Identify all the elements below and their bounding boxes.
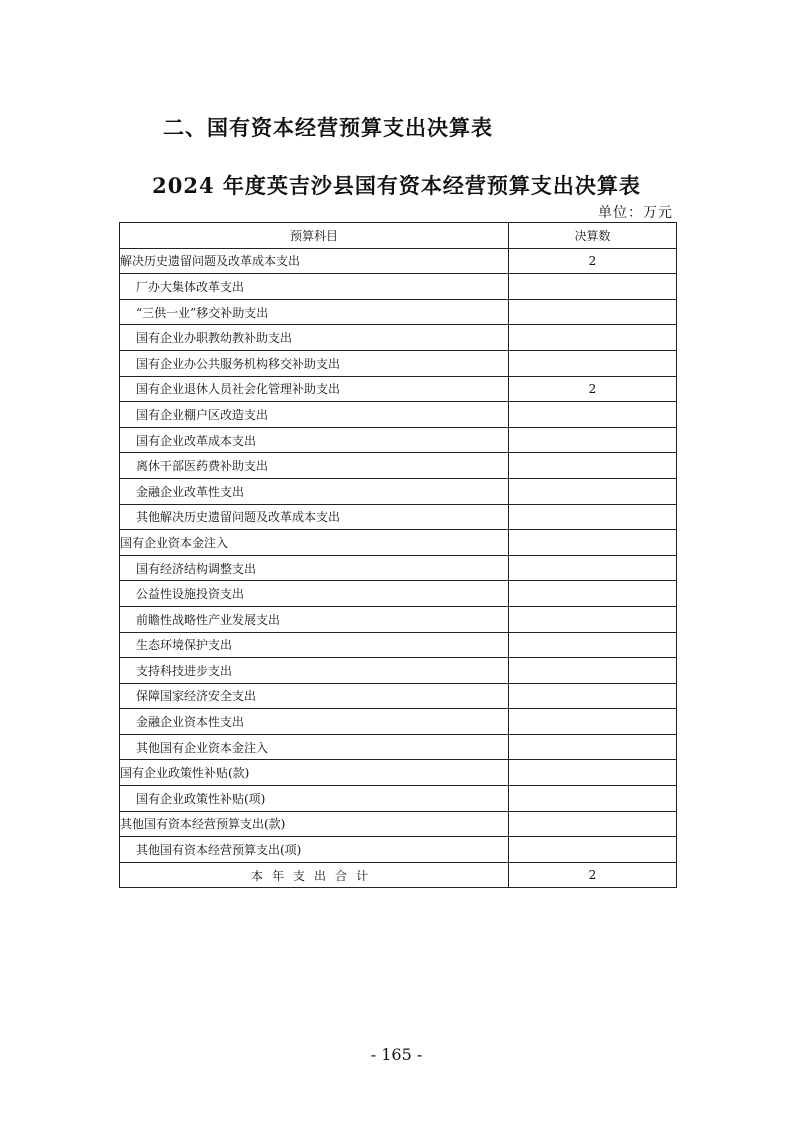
budget-item-label: 厂办大集体改革支出 xyxy=(120,274,509,300)
budget-item-label: 生态环境保护支出 xyxy=(120,632,509,658)
budget-item-value xyxy=(509,299,677,325)
budget-item-value xyxy=(509,427,677,453)
table-row xyxy=(120,274,677,300)
header-final-amount: 决算数 xyxy=(509,223,677,249)
budget-item-value xyxy=(509,734,677,760)
budget-item-value xyxy=(509,606,677,632)
total-value: 2 xyxy=(509,862,677,888)
budget-item-label: 金融企业改革性支出 xyxy=(120,478,509,504)
budget-item-label: “三供一业”移交补助支出 xyxy=(120,299,509,325)
table-row xyxy=(120,530,677,556)
budget-item-value xyxy=(509,274,677,300)
table-row xyxy=(120,248,677,274)
budget-item-label: 其他解决历史遗留问题及改革成本支出 xyxy=(120,504,509,530)
budget-item-label: 其他国有资本经营预算支出(项) xyxy=(120,837,509,863)
budget-item-value xyxy=(509,555,677,581)
table-row xyxy=(120,478,677,504)
table-row xyxy=(120,581,677,607)
table-row xyxy=(120,632,677,658)
budget-item-label: 公益性设施投资支出 xyxy=(120,581,509,607)
table-row xyxy=(120,504,677,530)
table-row xyxy=(120,427,677,453)
budget-item-label: 国有企业政策性补贴(项) xyxy=(120,786,509,812)
budget-item-value xyxy=(509,709,677,735)
budget-item-label: 国有企业办职教幼教补助支出 xyxy=(120,325,509,351)
budget-item-value xyxy=(509,811,677,837)
table-row xyxy=(120,837,677,863)
page-number: - 165 - xyxy=(370,1045,423,1064)
table-body xyxy=(120,248,677,862)
budget-item-label: 国有企业资本金注入 xyxy=(120,530,509,556)
table-row xyxy=(120,760,677,786)
budget-item-value xyxy=(509,632,677,658)
budget-item-label: 前瞻性战略性产业发展支出 xyxy=(120,606,509,632)
budget-item-label: 国有企业退休人员社会化管理补助支出 xyxy=(120,376,509,402)
table-row xyxy=(120,709,677,735)
table-row xyxy=(120,453,677,479)
budget-item-value xyxy=(509,453,677,479)
table-row xyxy=(120,811,677,837)
budget-item-value xyxy=(509,760,677,786)
budget-item-value xyxy=(509,325,677,351)
table-row xyxy=(120,606,677,632)
budget-item-value xyxy=(509,530,677,556)
table-row xyxy=(120,376,677,402)
budget-item-value xyxy=(509,350,677,376)
budget-item-value xyxy=(509,658,677,684)
table-row xyxy=(120,350,677,376)
budget-item-value xyxy=(509,837,677,863)
budget-item-label: 国有经济结构调整支出 xyxy=(120,555,509,581)
table-row xyxy=(120,325,677,351)
budget-item-label: 其他国有企业资本金注入 xyxy=(120,734,509,760)
header-budget-item: 预算科目 xyxy=(120,223,509,249)
table-row xyxy=(120,555,677,581)
budget-item-value: 2 xyxy=(509,376,677,402)
budget-item-label: 其他国有资本经营预算支出(款) xyxy=(120,811,509,837)
budget-item-value xyxy=(509,478,677,504)
total-label: 本年支出合计 xyxy=(120,862,509,888)
table-row xyxy=(120,402,677,428)
budget-item-value: 2 xyxy=(509,248,677,274)
budget-item-label: 国有企业改革成本支出 xyxy=(120,427,509,453)
budget-item-label: 国有企业办公共服务机构移交补助支出 xyxy=(120,350,509,376)
budget-item-label: 金融企业资本性支出 xyxy=(120,709,509,735)
budget-item-label: 解决历史遗留问题及改革成本支出 xyxy=(120,248,509,274)
table-row xyxy=(120,658,677,684)
unit-note: 单位：万元 xyxy=(598,205,673,221)
budget-item-value xyxy=(509,581,677,607)
budget-item-label: 保障国家经济安全支出 xyxy=(120,683,509,709)
budget-item-label: 离休干部医药费补助支出 xyxy=(120,453,509,479)
table-header-row xyxy=(120,223,677,249)
section-heading: 二、国有资本经营预算支出决算表 xyxy=(163,116,493,140)
table-title: 2024 年度英吉沙县国有资本经营预算支出决算表 xyxy=(152,173,641,198)
budget-table xyxy=(119,222,677,888)
budget-item-label: 支持科技进步支出 xyxy=(120,658,509,684)
budget-item-value xyxy=(509,683,677,709)
budget-item-value xyxy=(509,402,677,428)
table-row xyxy=(120,683,677,709)
budget-item-label: 国有企业棚户区改造支出 xyxy=(120,402,509,428)
budget-item-value xyxy=(509,786,677,812)
budget-item-value xyxy=(509,504,677,530)
total-row xyxy=(120,862,677,888)
table-row xyxy=(120,299,677,325)
table-row xyxy=(120,734,677,760)
table-row xyxy=(120,786,677,812)
budget-item-label: 国有企业政策性补贴(款) xyxy=(120,760,509,786)
